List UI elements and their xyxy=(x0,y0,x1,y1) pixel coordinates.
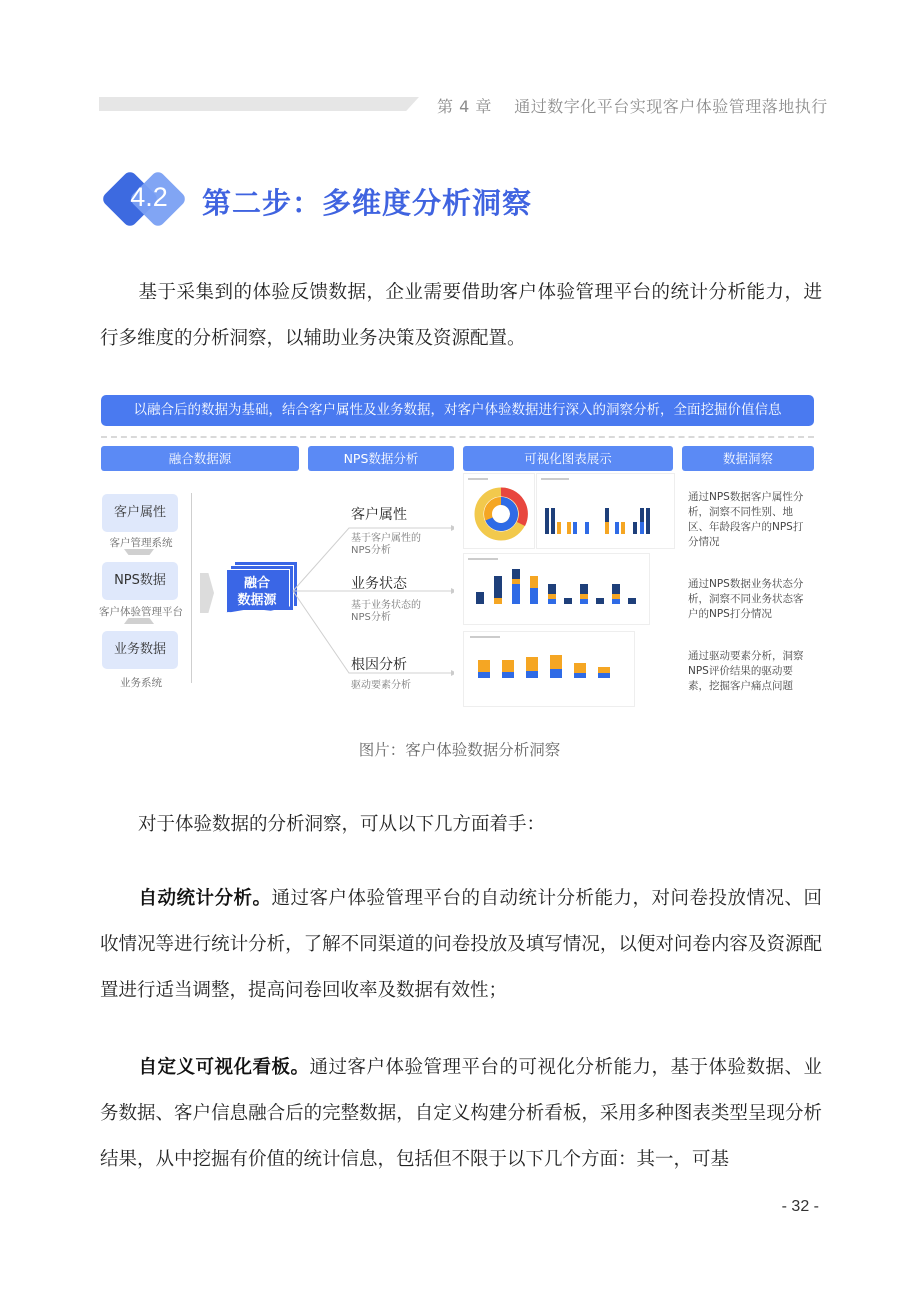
column-header-insight: 数据洞察 xyxy=(682,446,814,471)
analysis-subtitle: 驱动要素分析 xyxy=(351,680,411,691)
insight-text: 通过驱动要素分析，洞察NPS评价结果的驱动要素，挖掘客户痛点问题 xyxy=(688,650,804,692)
item-heading: 自动统计分析。 xyxy=(138,888,272,909)
driver-factor-chart-thumbnail xyxy=(463,631,635,707)
item-custom-dashboard: 自定义可视化看板。通过客户体验管理平台的可视化分析能力，基于体验数据、业务数据、客户信息融合后的完整数据，自定义构建分析看板，采用多种图表类型呈现分析结果，从中挖掘有价值的统计信息，包括但不限于以下几个方面：其一，可基 xyxy=(100,1057,822,1170)
source-customer-attr: 客户属性 xyxy=(102,494,178,532)
analysis-title: 根因分析 xyxy=(351,657,407,673)
analysis-title: 客户属性 xyxy=(351,507,407,523)
lead-paragraph: 对于体验数据的分析洞察，可从以下几方面着手： xyxy=(138,814,546,835)
section-title: 第二步：多维度分析洞察 xyxy=(202,186,533,220)
figure-caption: 图片：客户体验数据分析洞察 xyxy=(358,741,561,759)
arrow-down-icon xyxy=(124,549,154,555)
dashed-divider xyxy=(101,436,814,438)
figure-banner: 以融合后的数据为基础，结合客户属性及业务数据，对客户体验数据进行深入的洞察分析，全面挖掘价值信息 xyxy=(101,395,814,426)
stacked-bar-chart-thumbnail xyxy=(463,553,650,625)
column-header-fusion: 融合数据源 xyxy=(101,446,299,471)
source-business-data: 业务数据 xyxy=(102,631,178,669)
source-system-label: 客户体验管理平台 xyxy=(99,606,183,618)
item-heading: 自定义可视化看板。 xyxy=(138,1057,310,1078)
analysis-figure xyxy=(99,393,817,715)
fusion-label: 融合 数据源 xyxy=(237,576,277,608)
item-auto-stats: 自动统计分析。通过客户体验管理平台的自动统计分析能力，对问卷投放情况、回收情况等进行统计分析，了解不同渠道的问卷投放及填写情况，以便对问卷内容及资源配置进行适当调整，提高问卷回收率及数据有效性； xyxy=(100,888,822,1001)
running-header xyxy=(437,94,828,117)
intro-paragraph: 基于采集到的体验反馈数据，企业需要借助客户体验管理平台的统计分析能力，进行多维度的分析洞察，以辅助业务决策及资源配置。 xyxy=(100,282,822,349)
section-number-badge xyxy=(100,168,190,230)
arrow-up-icon xyxy=(124,618,154,624)
section-number: 4.2 xyxy=(130,182,168,212)
analysis-subtitle: 基于客户属性的 NPS分析 xyxy=(351,533,421,556)
chapter-number: 第 4 章 xyxy=(437,97,492,116)
source-nps-data: NPS数据 xyxy=(102,562,178,600)
header-decor-bar xyxy=(99,97,419,111)
source-system-label: 客户管理系统 xyxy=(109,537,173,549)
column-header-nps: NPS数据分析 xyxy=(308,446,454,471)
insight-text: 通过NPS数据业务状态分析，洞察不同业务状态客户的NPS打分情况 xyxy=(688,578,804,620)
analysis-title: 业务状态 xyxy=(351,576,407,592)
bar-chart-thumbnail xyxy=(536,473,675,549)
arrow-right-icon xyxy=(200,573,214,613)
column-header-charts: 可视化图表展示 xyxy=(463,446,673,471)
chapter-title: 通过数字化平台实现客户体验管理落地执行 xyxy=(514,97,828,116)
insight-text: 通过NPS数据客户属性分析，洞察不同性别、地区、年龄段客户的NPS打分情况 xyxy=(688,491,804,548)
analysis-subtitle: 基于业务状态的 NPS分析 xyxy=(351,600,421,623)
page-number: - 32 - xyxy=(781,1198,819,1215)
donut-chart-thumbnail xyxy=(463,473,535,549)
separator-line xyxy=(191,493,192,683)
source-system-label: 业务系统 xyxy=(120,677,162,689)
